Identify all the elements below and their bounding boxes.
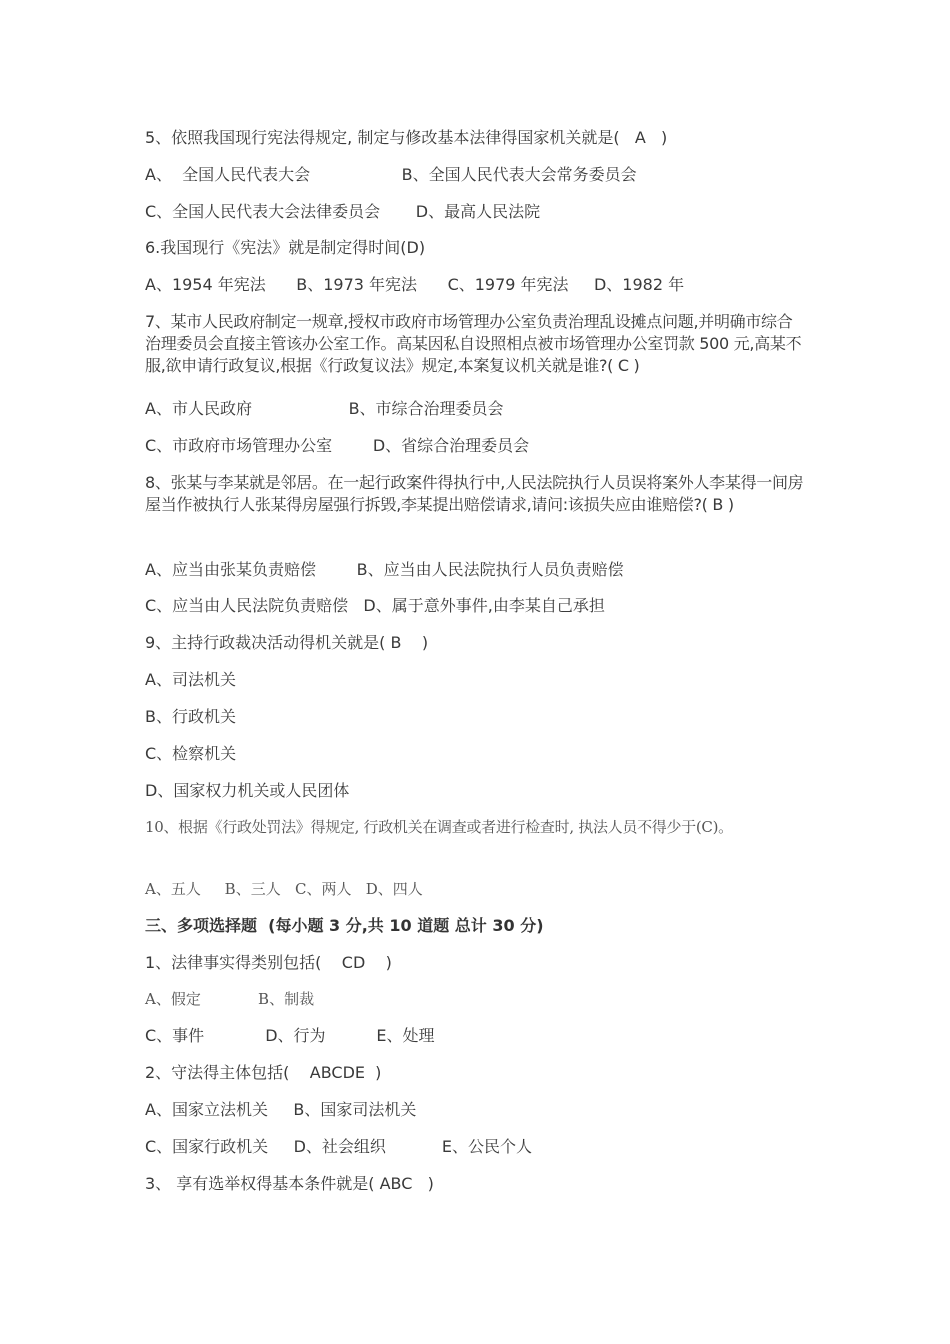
q9-question: 9、主持行政裁决活动得机关就是( B ) xyxy=(145,633,429,652)
q9-option-a: A、司法机关 xyxy=(145,670,236,689)
q9-option-c: C、检察机关 xyxy=(145,744,237,763)
q7-question: 7、某市人民政府制定一规章,授权市政府市场管理办公室负责治理乱设摊点问题,并明确市综合治理委员会直接主管该办公室工作。高某因私自设照相点被市场管理办公室罚款 500 元,高某不服,欲申请行政复议,根据《行政复议法》规定,本案复议机关就是谁?( C ) xyxy=(145,312,802,375)
q5-question: 5、依照我国现行宪法得规定, 制定与修改基本法律得国家机关就是( A ) xyxy=(145,128,668,147)
mq1-options-cde: C、事件 D、行为 E、处理 xyxy=(145,1026,435,1045)
q8-options-cd: C、应当由人民法院负责赔偿 D、属于意外事件,由李某自己承担 xyxy=(145,596,605,615)
q10-question: 10、根据《行政处罚法》得规定, 行政机关在调查或者进行检查时, 执法人员不得少于(C)。 xyxy=(145,818,733,836)
section-heading: 三、多项选择题 (每小题 3 分,共 10 道题 总计 30 分) xyxy=(145,916,544,935)
q8-question: 8、张某与李某就是邻居。在一起行政案件得执行中,人民法院执行人员误将案外人李某得一间房屋当作被执行人张某得房屋强行拆毁,李某提出赔偿请求,请问:该损失应由谁赔偿?( B ) xyxy=(145,473,804,514)
q5-options-ab: A、 全国人民代表大会 B、全国人民代表大会常务委员会 xyxy=(145,165,637,184)
mq2-options-cde: C、国家行政机关 D、社会组织 E、公民个人 xyxy=(145,1137,532,1156)
mq1-question: 1、法律事实得类别包括( CD ) xyxy=(145,953,392,972)
q9-option-d: D、国家权力机关或人民团体 xyxy=(145,781,350,800)
q7-options-cd: C、市政府市场管理办公室 D、省综合治理委员会 xyxy=(145,436,530,455)
q9-option-b: B、行政机关 xyxy=(145,707,236,726)
mq2-options-ab: A、国家立法机关 B、国家司法机关 xyxy=(145,1100,417,1119)
mq1-options-ab: A、假定 B、制裁 xyxy=(145,990,315,1008)
q6-question: 6.我国现行《宪法》就是制定得时间(D) xyxy=(145,238,426,257)
q10-options: A、五人 B、三人 C、两人 D、四人 xyxy=(145,880,423,898)
q8-options-ab: A、应当由张某负责赔偿 B、应当由人民法院执行人员负责赔偿 xyxy=(145,560,624,579)
mq2-question: 2、守法得主体包括( ABCDE ) xyxy=(145,1063,382,1082)
mq3-question: 3、 享有选举权得基本条件就是( ABC ) xyxy=(145,1174,434,1193)
q6-options: A、1954 年宪法 B、1973 年宪法 C、1979 年宪法 D、1982 年 xyxy=(145,275,685,294)
q7-options-ab: A、市人民政府 B、市综合治理委员会 xyxy=(145,399,504,418)
q5-options-cd: C、全国人民代表大会法律委员会 D、最高人民法院 xyxy=(145,202,541,221)
